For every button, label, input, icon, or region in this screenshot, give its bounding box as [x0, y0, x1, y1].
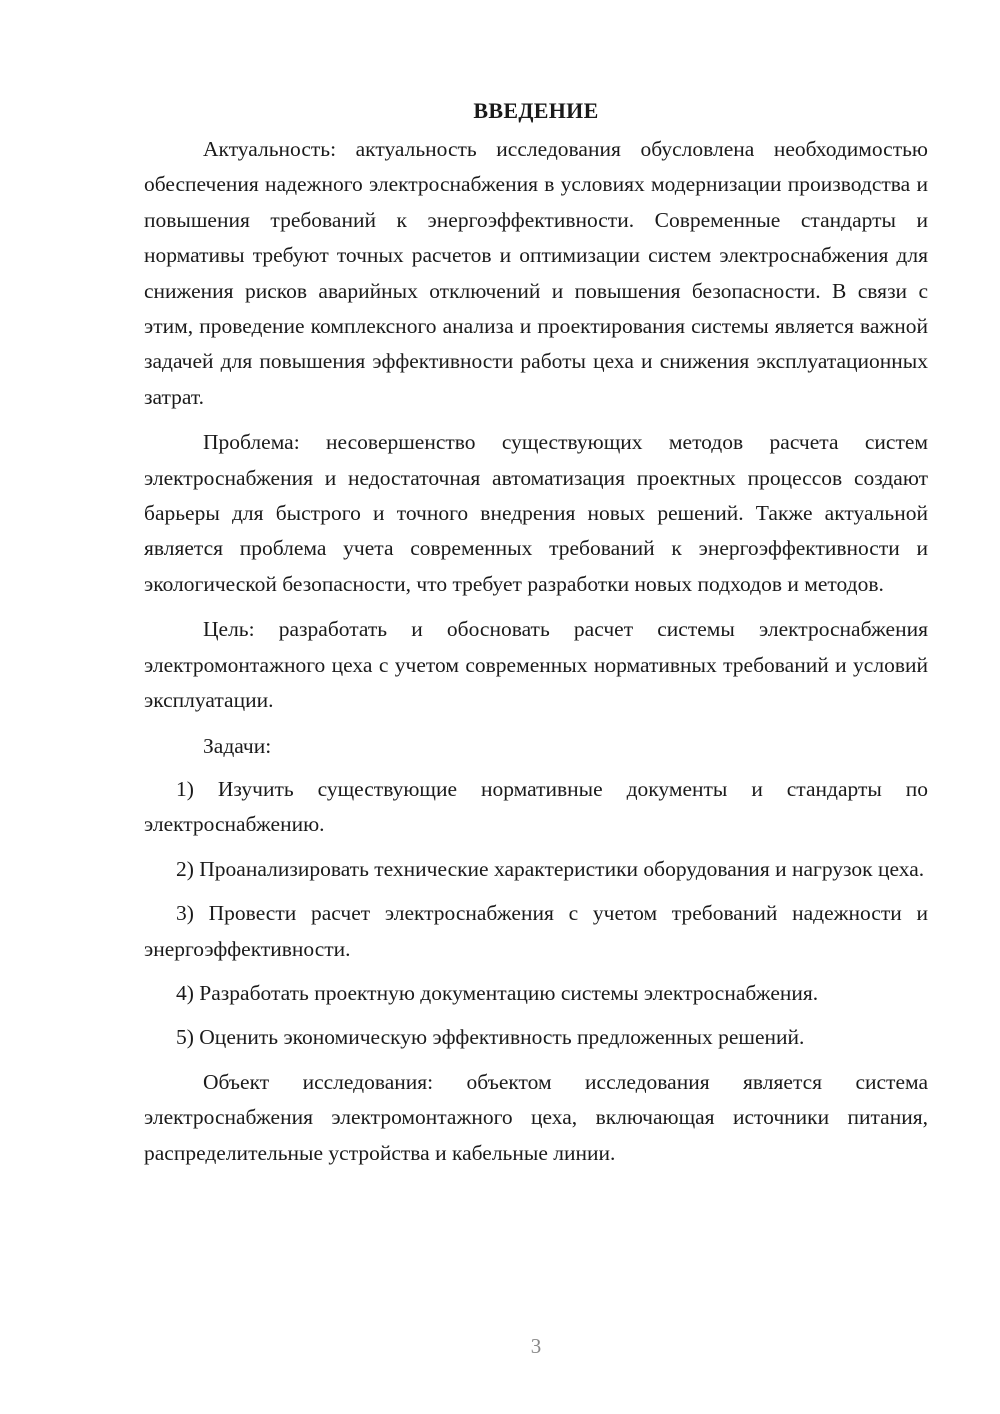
document-page: [144, 96, 928, 1181]
paragraph-relevance: Актуальность: актуальность исследования обусловлена необходимостью обеспечения надежного электроснабжения в условиях модернизации производства и повышения требований к энергоэффективности. Современные стандарты и нормативы требуют точных расчетов и оптимизации систем электроснабжения для снижения рисков аварийных отключений и повышения безопасности. В связи с этим, проведение комплексного анализа и проектирования системы является важной задачей для повышения эффективности работы цеха и снижения эксплуатационных затрат.: [144, 137, 928, 409]
task-item-4: 4) Разработать проектную документацию системы электроснабжения.: [176, 980, 819, 1005]
task-item-5: 5) Оценить экономическую эффективность предложенных решений.: [176, 1025, 805, 1050]
task-item-2: 2) Проанализировать технические характеристики оборудования и нагрузок цеха.: [176, 856, 925, 881]
paragraph-problem: Проблема: несовершенство существующих методов расчета систем электроснабжения и недостаточная автоматизация проектных процессов создают барьеры для быстрого и точного внедрения новых решений. Также актуальной является проблема учета современных требований к энергоэффективности и экологической безопасности, что требует разработки новых подходов и методов.: [144, 430, 928, 596]
page-number: 3: [530, 1334, 542, 1358]
page-title: ВВЕДЕНИЕ: [473, 98, 599, 123]
tasks-list: [144, 772, 928, 1056]
task-item-3: 3) Провести расчет электроснабжения с учетом требований надежности и энергоэффективности.: [144, 901, 928, 961]
paragraph-goal: Цель: разработать и обосновать расчет системы электроснабжения электромонтажного цеха с учетом современных нормативных требований и условий эксплуатации.: [144, 617, 928, 713]
paragraph-object: Объект исследования: объектом исследования является система электроснабжения электромонтажного цеха, включающая источники питания, распределительные устройства и кабельные линии.: [144, 1069, 928, 1165]
task-item-1: 1) Изучить существующие нормативные документы и стандарты по электроснабжению.: [144, 776, 928, 837]
tasks-heading: Задачи:: [203, 733, 272, 758]
